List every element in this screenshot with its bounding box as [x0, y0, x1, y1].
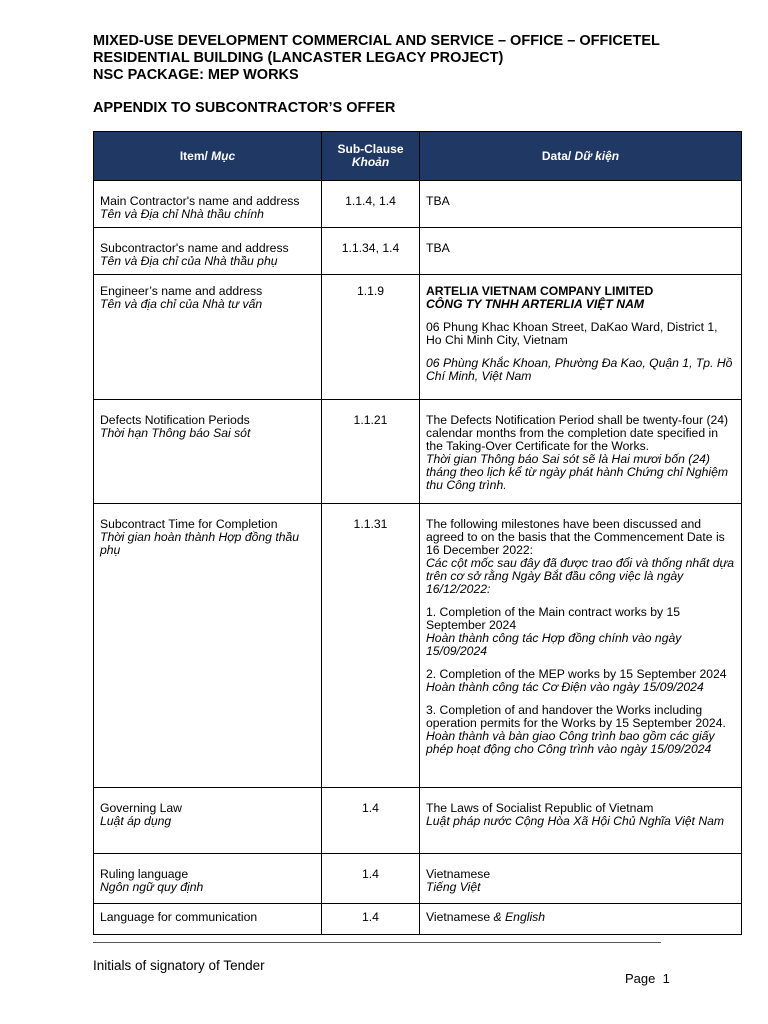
clause-cell: 1.4 [322, 904, 420, 935]
appendix-title: APPENDIX TO SUBCONTRACTOR’S OFFER [93, 100, 396, 116]
header-line-1: MIXED-USE DEVELOPMENT COMMERCIAL AND SERVICE – OFFICE – OFFICETEL [93, 33, 660, 49]
table-row [94, 504, 742, 788]
item-cell: Language for communication [94, 904, 322, 935]
data-cell [420, 275, 742, 400]
header-line-2: RESIDENTIAL BUILDING (LANCASTER LEGACY PROJECT) [93, 50, 504, 66]
company-name-vi: CÔNG TY TNHH ARTERLIA VIỆT NAM [426, 297, 645, 311]
header-subclause: Sub-Clause Khoản [322, 132, 420, 181]
item-cell: Subcontract Time for Completion Thời gian hoàn thành Hợp đồng thầu phụ [94, 504, 322, 788]
item-cell: Subcontractor's name and address Tên và Địa chỉ của Nhà thầu phụ [94, 228, 322, 275]
item-cell: Ruling language Ngôn ngữ quy định [94, 854, 322, 904]
company-name-en: ARTELIA VIETNAM COMPANY LIMITED [426, 284, 654, 298]
document-header [93, 33, 733, 84]
clause-cell: 1.4 [322, 788, 420, 854]
data-cell: The Defects Notification Period shall be twenty-four (24) calendar months from the completion date specified in the Taking-Over Certificate for the Works. Thời gian Thông báo Sai sót sẽ là Hai mươi bốn (24) tháng theo lịch kể từ ngày phát hành Chứng chỉ Nghiệm thu Công trình. [420, 400, 742, 504]
milestone-2: 2. Completion of the MEP works by 15 September 2024 Hoàn thành công tác Cơ Điện vào ngày 15/09/2024 [426, 667, 727, 694]
clause-cell: 1.1.21 [322, 400, 420, 504]
address-vi: 06 Phùng Khắc Khoan, Phường Đa Kao, Quận 1, Tp. Hồ Chí Minh, Việt Nam [426, 356, 733, 383]
data-cell: The Laws of Socialist Republic of Vietnam Luật pháp nước Cộng Hòa Xã Hội Chủ Nghĩa Việt Nam [420, 788, 742, 854]
table-row [94, 181, 742, 228]
clause-cell: 1.1.31 [322, 504, 420, 788]
data-cell: TBA [420, 181, 742, 228]
table-row [94, 788, 742, 854]
address-en: 06 Phung Khac Khoan Street, DaKao Ward, District 1, Ho Chi Minh City, Vietnam [426, 320, 718, 347]
footer-divider [93, 942, 661, 943]
item-cell: Governing Law Luật áp dụng [94, 788, 322, 854]
header-item: Item/ Mục [94, 132, 322, 181]
data-cell: Vietnamese & English [420, 904, 742, 935]
data-cell: Vietnamese Tiếng Việt [420, 854, 742, 904]
data-cell: TBA [420, 228, 742, 275]
table-row [94, 400, 742, 504]
clause-cell: 1.4 [322, 854, 420, 904]
item-cell: Defects Notification Periods Thời hạn Thông báo Sai sót [94, 400, 322, 504]
table-row [94, 854, 742, 904]
clause-cell: 1.1.34, 1.4 [322, 228, 420, 275]
clause-cell: 1.1.4, 1.4 [322, 181, 420, 228]
milestone-3: 3. Completion of and handover the Works including operation permits for the Works by 15 September 2024. Hoàn thành và bàn giao Công trình bao gồm các giấy phép hoạt động cho Công trình vào ngày 15/09/2024 [426, 703, 726, 756]
page-number: Page 1 [625, 971, 670, 986]
clause-cell: 1.1.9 [322, 275, 420, 400]
table-row [94, 275, 742, 400]
table-row [94, 228, 742, 275]
item-cell: Engineer’s name and address Tên và địa chỉ của Nhà tư vấn [94, 275, 322, 400]
initials-label: Initials of signatory of Tender [93, 958, 265, 973]
table-row [94, 904, 742, 935]
item-cell: Main Contractor's name and address Tên và Địa chỉ Nhà thầu chính [94, 181, 322, 228]
appendix-table [93, 131, 742, 935]
header-line-3: NSC PACKAGE: MEP WORKS [93, 67, 299, 83]
data-cell: The following milestones have been discussed and agreed to on the basis that the Commencement Date is 16 December 2022: Các cột mốc sau đây đã được trao đổi và thống nhất dựa trên cơ sở rằng Ngày Bắt đầu công việc là ngày 16/12/2022: 1. Completion of the Main contract works by 15 September 2024 Hoàn thành công tác Hợp đồng chính vào ngày 15/09/2024 2. Completion of the MEP works by 15 September 2024 Hoàn thành công tác Cơ Điện vào ngày 15/09/2024 3. Completion of and handover the Works including operation permits for the Works by 15 September 2024. Hoàn thành và bàn giao Công trình bao gồm các giấy phép hoạt động cho Công trình vào ngày 15/09/2024 [420, 504, 742, 788]
table-header-row [94, 132, 742, 181]
milestone-1: 1. Completion of the Main contract works by 15 September 2024 Hoàn thành công tác Hợp đồng chính vào ngày 15/09/2024 [426, 605, 682, 658]
header-data: Data/ Dữ kiện [420, 132, 742, 181]
